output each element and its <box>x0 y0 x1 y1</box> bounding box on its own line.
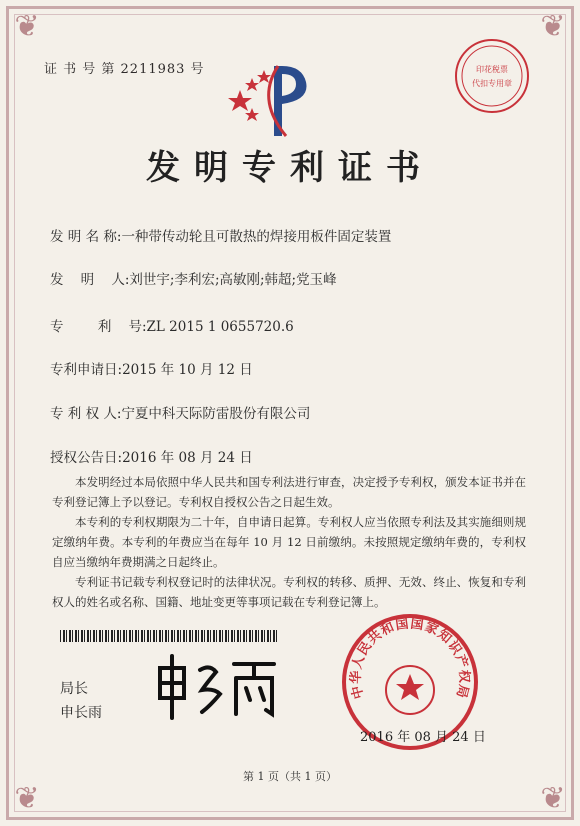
filing-date-row <box>50 358 253 378</box>
certificate-number: 证 书 号 第 2211983 号 <box>44 62 205 77</box>
owner-label: 专 利 权 人: <box>50 406 122 422</box>
corner-ornament-icon: ❦ <box>14 781 40 816</box>
stamp-line-2: 代扣专用章 <box>472 79 512 88</box>
sipo-logo-icon <box>226 60 326 140</box>
inventor-value: 刘世宇;李利宏;高敏刚;韩超;党玉峰 <box>129 272 337 288</box>
national-emblem-icon <box>396 674 424 700</box>
invention-name-value: 一种带传动轮且可散热的焊接用板件固定装置 <box>121 229 392 245</box>
tax-stamp <box>452 36 532 116</box>
director-name: 申长雨 <box>60 705 102 721</box>
corner-ornament-icon: ❦ <box>540 9 566 44</box>
body-paragraph-3: 专利证书记载专利权登记时的法律状况。专利权的转移、质押、无效、终止、恢复和专利权人的姓名或名称、国籍、地址变更等事项记载在专利登记簿上。 <box>52 575 526 609</box>
body-paragraph-2: 本专利的专利权期限为二十年，自申请日起算。专利权人应当依照专利法及其实施细则规定缴纳年费。本专利的年费应当在每年 10 月 12 日前缴纳。未按照规定缴纳年费的，专利权自应当缴纳年费期满之日起终止。 <box>52 515 526 569</box>
seal-date: 2016 年 08 月 24 日 <box>360 730 486 745</box>
patent-number-row <box>50 315 294 335</box>
owner-row <box>50 402 310 422</box>
certificate-title: 发明专利证书 <box>146 148 434 188</box>
barcode <box>60 630 278 642</box>
inventor-label: 发 明 人: <box>50 272 130 288</box>
corner-ornament-icon: ❦ <box>14 9 40 44</box>
director-title: 局长 <box>60 681 88 697</box>
inventor-row <box>50 268 337 288</box>
filing-date-value: 2015 年 10 月 12 日 <box>122 362 253 378</box>
invention-name-label: 发 明 名 称: <box>50 229 122 245</box>
director-signature <box>150 654 282 724</box>
seal-text: 中华人民共和国国家知识产权局 <box>348 616 472 701</box>
certificate-body <box>52 472 526 612</box>
invention-name-row <box>50 225 391 245</box>
corner-ornament-icon: ❦ <box>540 781 566 816</box>
filing-date-label: 专利申请日: <box>50 362 123 378</box>
body-paragraph-1: 本发明经过本局依照中华人民共和国专利法进行审查，决定授予专利权，颁发本证书并在专利登记簿上予以登记。专利权自授权公告之日起生效。 <box>52 475 526 509</box>
announcement-value: 2016 年 08 月 24 日 <box>122 450 253 466</box>
stamp-line-1: 印花税票 <box>476 65 508 74</box>
patent-number-value: ZL 2015 1 0655720.6 <box>146 319 294 335</box>
announcement-row <box>50 446 253 466</box>
owner-value: 宁夏中科天际防雷股份有限公司 <box>121 406 311 422</box>
page-number: 第 1 页（共 1 页） <box>243 770 337 783</box>
announcement-label: 授权公告日: <box>50 450 123 466</box>
patent-number-label: 专 利 号: <box>50 319 147 335</box>
